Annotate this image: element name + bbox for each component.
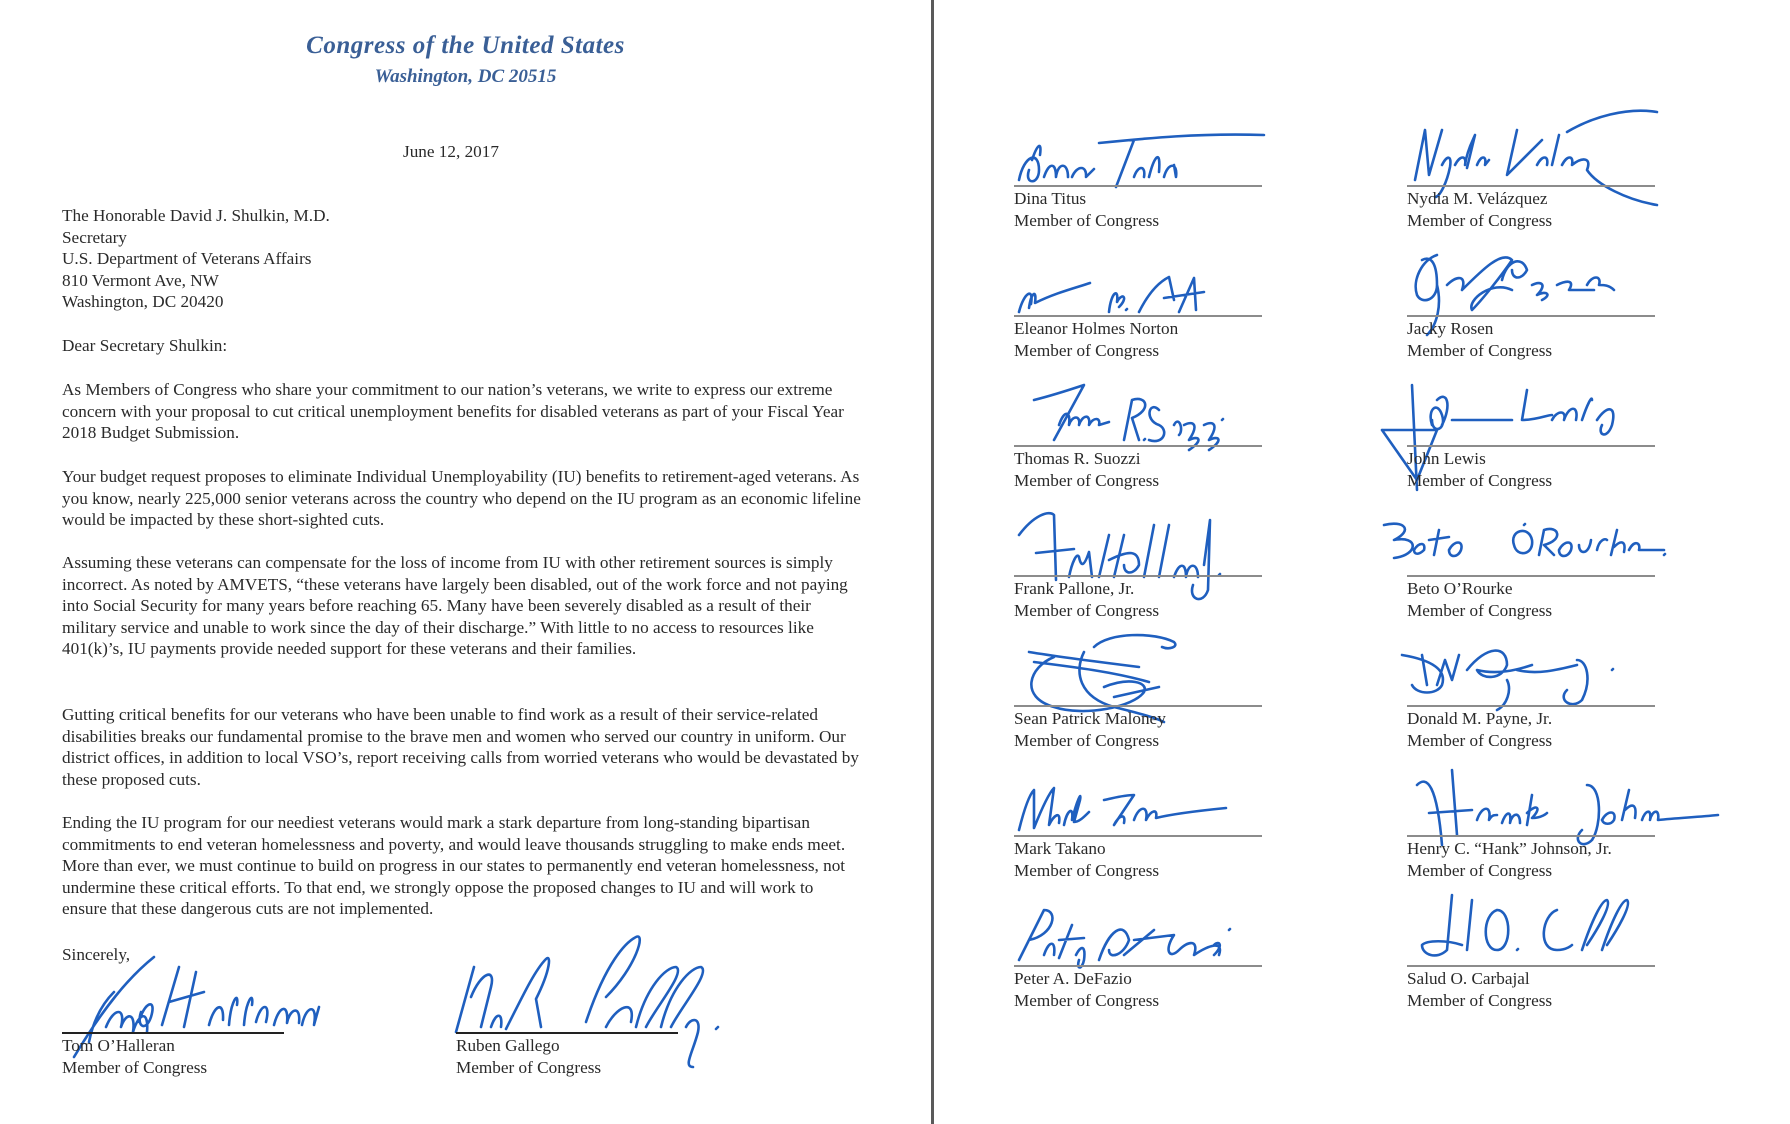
signature-line [1407, 835, 1655, 837]
signatory-name: Eleanor Holmes Norton [1014, 319, 1179, 338]
signatory-role: Member of Congress [1407, 991, 1553, 1010]
signatory-role: Member of Congress [1407, 471, 1553, 490]
recipient-address [62, 205, 330, 313]
signature-line [1407, 965, 1655, 967]
signature-line [62, 1032, 284, 1034]
signatory-role: Member of Congress [1014, 341, 1160, 360]
signatory-role: Member of Congress [1407, 211, 1553, 230]
recipient-line: Washington, DC 20420 [62, 292, 224, 312]
recipient-line: Secretary [62, 227, 127, 247]
recipient-line: 810 Vermont Ave, NW [62, 270, 219, 290]
signatory-role: Member of Congress [1407, 601, 1553, 620]
signatory-name: Nydia M. Velázquez [1407, 189, 1548, 208]
signature-line [1014, 575, 1262, 577]
signatory-role: Member of Congress [1014, 731, 1160, 750]
signature-line [1014, 445, 1262, 447]
signatory-name: Donald M. Payne, Jr. [1407, 709, 1553, 728]
signature-line [1407, 705, 1655, 707]
signature-line [1407, 185, 1655, 187]
signatory-role: Member of Congress [1014, 991, 1160, 1010]
signatory-name: Sean Patrick Maloney [1014, 709, 1166, 728]
signature-line [1407, 575, 1655, 577]
body-paragraph: Your budget request proposes to eliminate Individual Unemployability (IU) benefits to retirement-aged veterans. As you know, nearly 225,000 senior veterans across the country who depend on the IU program as an economic lifeline would be impacted by these short-sighted cuts. [62, 467, 861, 530]
signatory-name: Thomas R. Suozzi [1014, 449, 1141, 468]
signatory-name: Peter A. DeFazio [1014, 969, 1132, 988]
signature-line [1014, 835, 1262, 837]
salutation: Dear Secretary Shulkin: [62, 336, 228, 355]
signatory-role: Member of Congress [1014, 211, 1160, 230]
letterhead-subtitle: Washington, DC 20515 [374, 66, 557, 87]
signatory-name: Dina Titus [1014, 189, 1087, 208]
signature-line [1407, 445, 1655, 447]
signatory-name: John Lewis [1407, 449, 1486, 468]
signatory-name: Jacky Rosen [1407, 319, 1494, 338]
letterhead-title: Congress of the United States [306, 32, 625, 59]
recipient-line: U.S. Department of Veterans Affairs [62, 249, 312, 269]
recipient-line: The Honorable David J. Shulkin, M.D. [62, 206, 330, 225]
signatory-role: Member of Congress [1407, 861, 1553, 880]
signatory-name: Tom O’Halleran [62, 1036, 175, 1055]
signature-line [1407, 315, 1655, 317]
body-paragraph: Assuming these veterans can compensate for the loss of income from IU with other retirement sources is simply incorrect. As noted by AMVETS, “these veterans have largely been disabled, out of the work force and not paying into Social Security for many years before reaching 65. Many have been severely disabled as a result of their military service and unable to work since the day of their discharge.” With little to no access to resources like 401(k)’s, IU payments provide needed support for these veterans and their families. [62, 553, 848, 659]
signatory-name: Frank Pallone, Jr. [1014, 579, 1135, 598]
signature-line [1014, 315, 1262, 317]
signature-line [456, 1032, 678, 1034]
signatory-name: Ruben Gallego [456, 1036, 560, 1055]
body-paragraph: Gutting critical benefits for our veterans who have been unable to find work as a result of their service-related disabilities breaks our fundamental promise to the brave men and women who served our country in uniform. Our district offices, in addition to local VSO’s, report receiving calls from worried veterans who would be devastated by these proposed cuts. [62, 705, 859, 789]
signatory-role: Member of Congress [1014, 861, 1160, 880]
signatory-role: Member of Congress [62, 1058, 208, 1077]
signatory-role: Member of Congress [1014, 601, 1160, 620]
signatory-name: Henry C. “Hank” Johnson, Jr. [1407, 839, 1612, 858]
signature-line [1014, 705, 1262, 707]
signatory-name: Mark Takano [1014, 839, 1106, 858]
signatory-name: Beto O’Rourke [1407, 579, 1513, 598]
signatory-name: Salud O. Carbajal [1407, 969, 1530, 988]
signature-line [1014, 965, 1262, 967]
letter-date: June 12, 2017 [403, 142, 499, 161]
body-paragraph: Ending the IU program for our neediest veterans would mark a stark departure from long-standing bipartisan commitments to end veteran homelessness and poverty, and would leave thousands struggling to make ends meet. More than ever, we must continue to build on progress in our states to permanently end veteran homelessness, not undermine these critical efforts. To that end, we strongly oppose the proposed changes to IU and will work to ensure that these dangerous cuts are not implemented. [62, 813, 846, 919]
signatory-role: Member of Congress [1407, 731, 1553, 750]
letter-page-2 [934, 0, 1790, 1124]
body-paragraph: As Members of Congress who share your commitment to our nation’s veterans, we write to express our extreme concern with your proposal to cut critical unemployment benefits for disabled veterans as part of your Fiscal Year 2018 Budget Submission. [62, 380, 844, 443]
signatory-role: Member of Congress [1014, 471, 1160, 490]
signatory-role: Member of Congress [1407, 341, 1553, 360]
closing: Sincerely, [62, 945, 131, 964]
signature-line [1014, 185, 1262, 187]
signatory-role: Member of Congress [456, 1058, 602, 1077]
